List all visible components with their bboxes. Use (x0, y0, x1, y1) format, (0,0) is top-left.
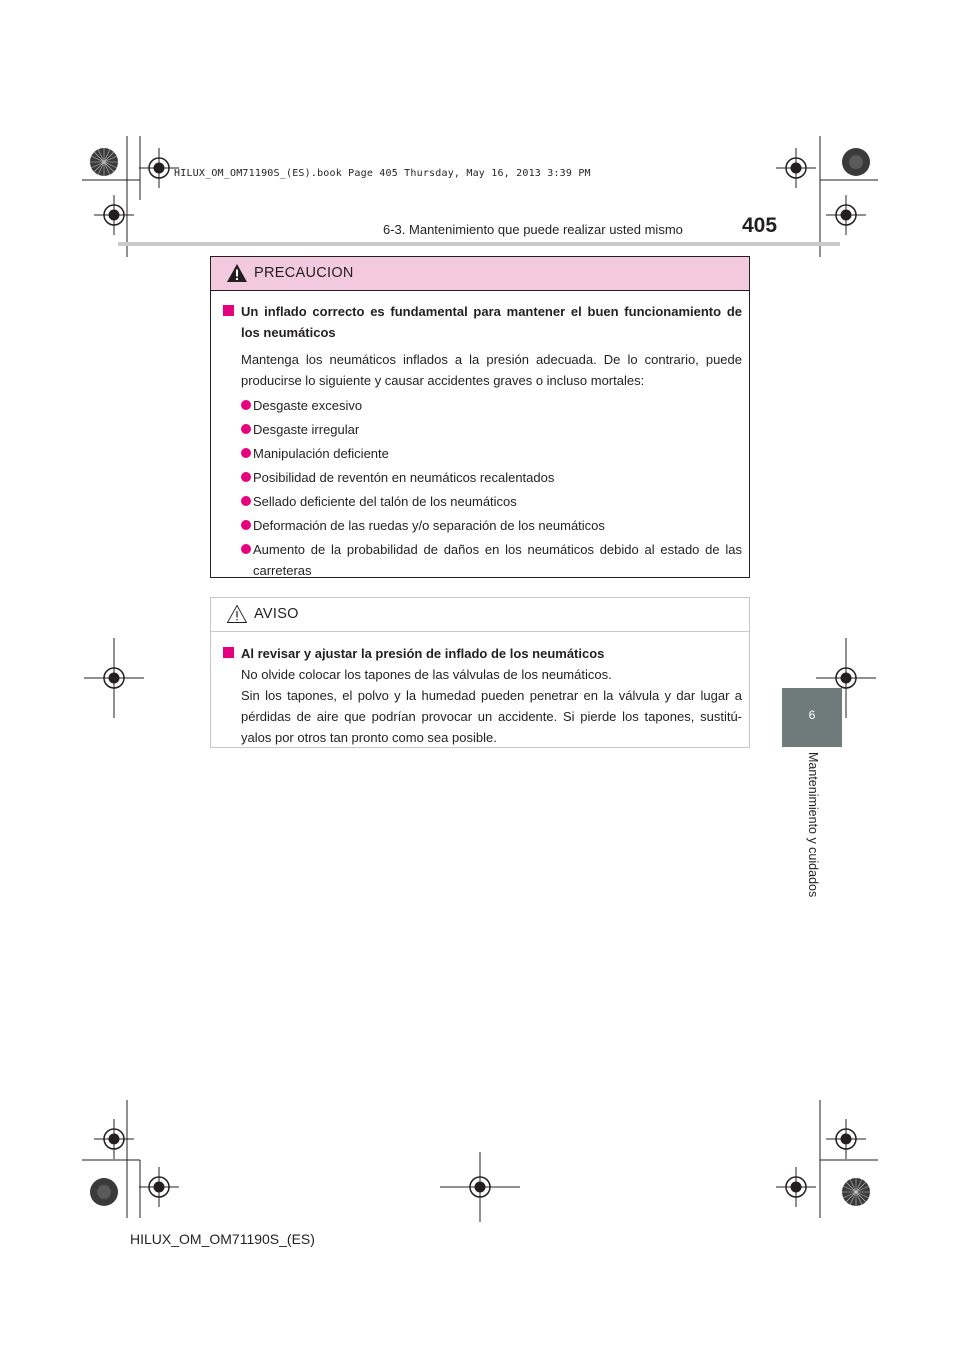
notice-heading: Al revisar y ajustar la presión de inflado de los neumáticos (223, 643, 742, 664)
list-item: Desgaste irregular (223, 419, 742, 440)
color-bar-rosette-icon (841, 1177, 871, 1207)
registration-mark-icon (440, 1152, 520, 1222)
notice-header (211, 598, 749, 632)
list-item: Manipulación deficiente (223, 443, 742, 464)
list-item: Posibilidad de reventón en neumáticos recalentados (223, 467, 742, 488)
caution-heading: Un inflado correcto es fundamental para mantener el buen funcionamiento de los neumáticos (223, 301, 742, 343)
circle-bullet-icon (241, 544, 251, 554)
registration-mark-icon (826, 195, 866, 235)
registration-mark-icon (139, 1167, 179, 1207)
color-bar-rosette-icon (841, 147, 871, 177)
warning-triangle-icon (226, 604, 248, 624)
circle-bullet-icon (241, 448, 251, 458)
chapter-tab (782, 688, 842, 747)
registration-mark-icon (826, 1119, 866, 1159)
circle-bullet-icon (241, 472, 251, 482)
registration-mark-icon (776, 1167, 816, 1207)
caution-header (211, 257, 749, 291)
registration-mark-icon (94, 195, 134, 235)
warning-triangle-icon (226, 263, 248, 283)
model-code: HILUX_OM_OM71190S_(ES) (130, 1231, 315, 1247)
circle-bullet-icon (241, 496, 251, 506)
list-item: Aumento de la probabilidad de daños en los neumáticos debido al estado de las carreteras (223, 539, 742, 581)
notice-line-1: No olvide colocar los tapones de las válvulas de los neumáticos. (241, 667, 612, 682)
page-number: 405 (742, 214, 778, 237)
registration-mark-icon (94, 1119, 134, 1159)
color-bar-rosette-icon (89, 1177, 119, 1207)
circle-bullet-icon (241, 520, 251, 530)
chapter-number: 6 (808, 708, 816, 722)
square-bullet-icon (223, 305, 234, 316)
color-bar-rosette-icon (89, 147, 119, 177)
notice-line-2: Sin los tapones, el polvo y la humedad pueden penetrar en la válvula y dar lugar a pérdidas de aire que podrían provocar un accidente. Si pierde los tapones, sustitú-yalos por otros tan pronto como sea posible. (241, 688, 742, 745)
section-title: 6-3. Mantenimiento que puede realizar usted mismo (383, 222, 683, 237)
registration-mark-icon (139, 148, 179, 188)
header-rule (118, 242, 840, 246)
notice-box (210, 597, 750, 748)
list-item: Desgaste excesivo (223, 395, 742, 416)
notice-title: AVISO (254, 606, 299, 622)
caution-intro: Mantenga los neumáticos inflados a la presión adecuada. De lo contrario, puede producirse lo siguiente y causar accidentes graves o incluso mortales: (241, 352, 742, 388)
print-stamp: HILUX_OM_OM71190S_(ES).book Page 405 Thursday, May 16, 2013 3:39 PM (174, 168, 591, 179)
list-item: Deformación de las ruedas y/o separación de los neumáticos (223, 515, 742, 536)
caution-box (210, 256, 750, 578)
registration-mark-icon (84, 638, 144, 718)
registration-mark-icon (776, 148, 816, 188)
circle-bullet-icon (241, 400, 251, 410)
caution-title: PRECAUCION (254, 265, 354, 281)
chapter-label: Mantenimiento y cuidados (806, 752, 820, 898)
circle-bullet-icon (241, 424, 251, 434)
square-bullet-icon (223, 647, 234, 658)
list-item: Sellado deficiente del talón de los neumáticos (223, 491, 742, 512)
